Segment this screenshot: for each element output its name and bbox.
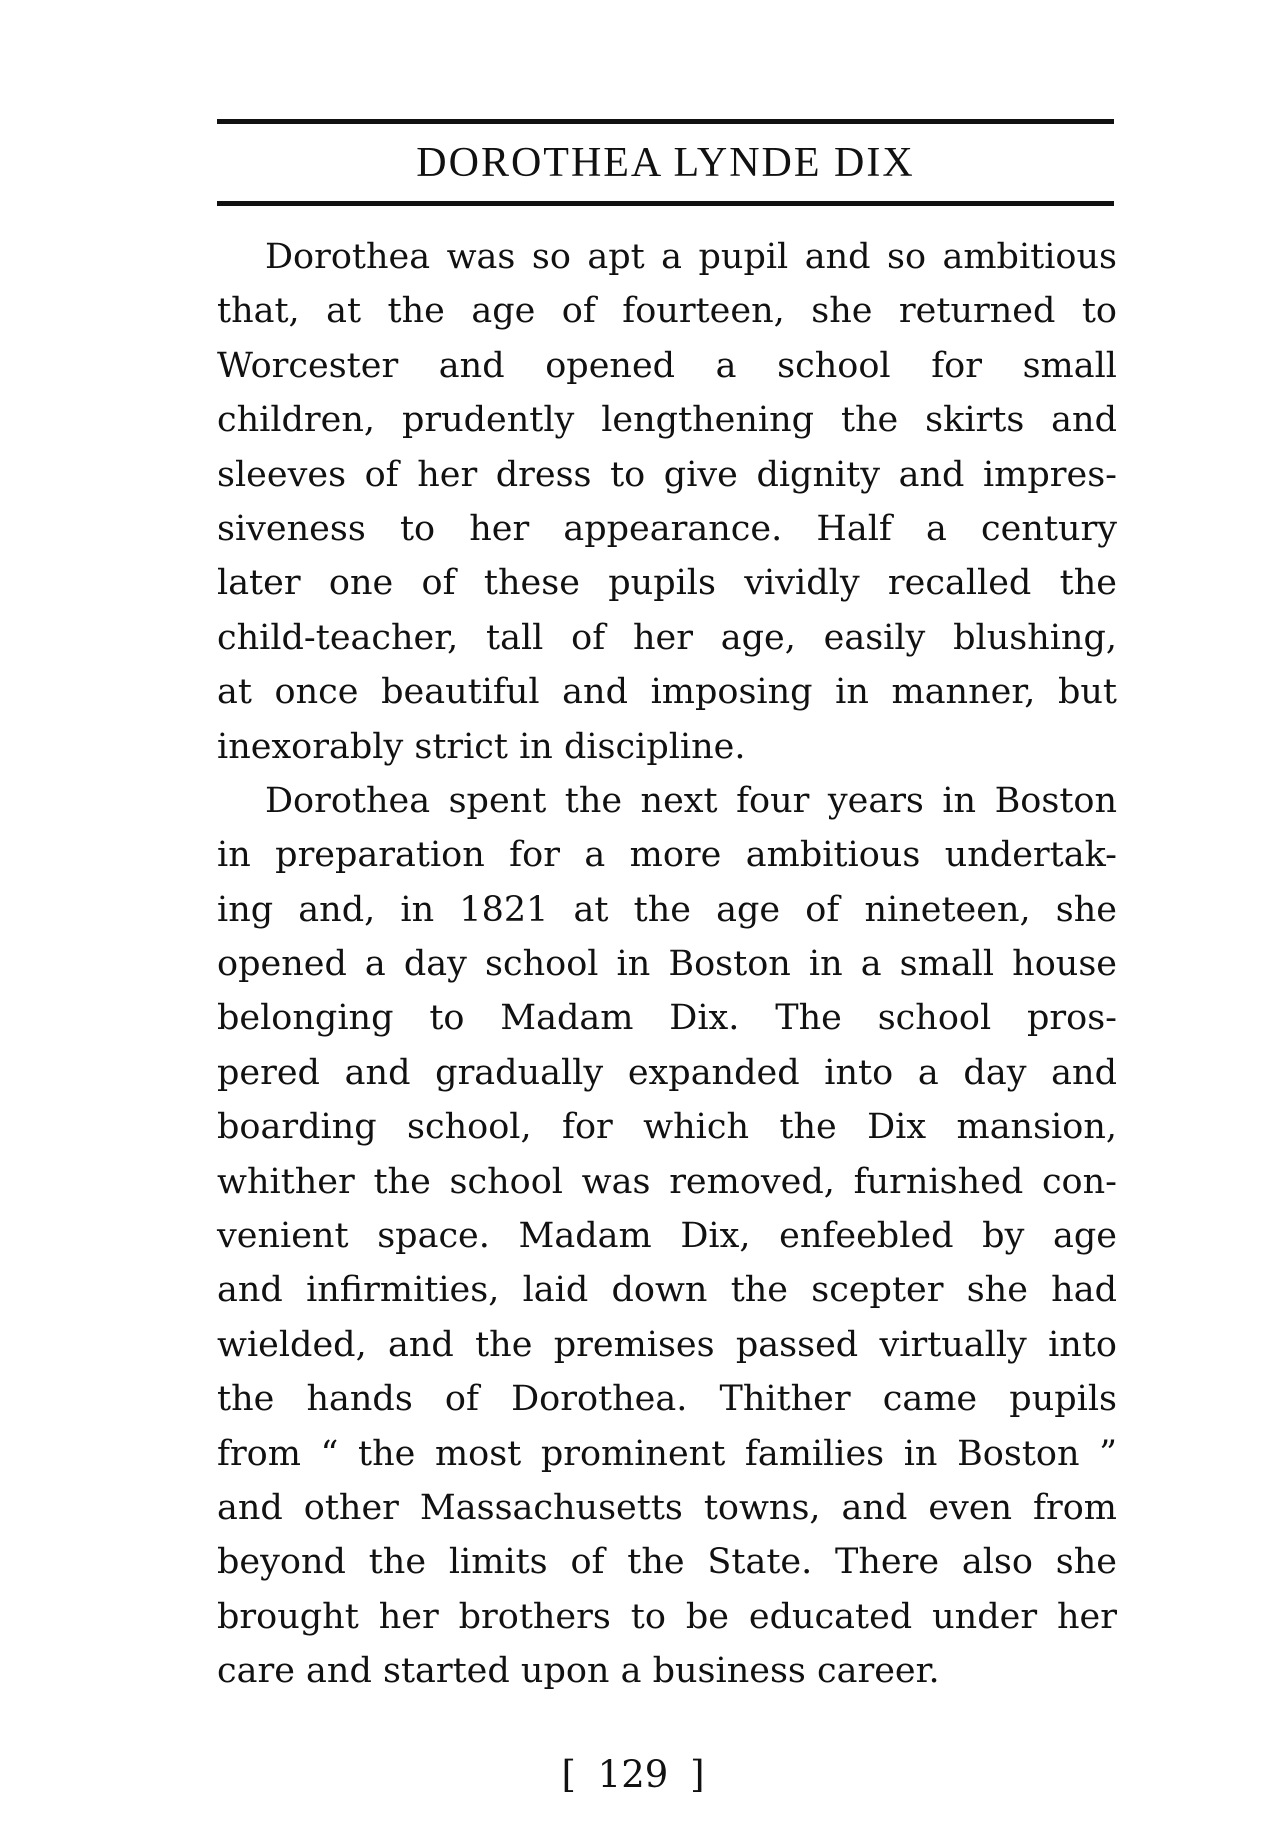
text-line: care and started upon a business career. <box>217 1651 940 1692</box>
paragraph-1 <box>217 230 1117 774</box>
text-line: opened a day school in Boston in a small house <box>217 944 1117 985</box>
text-line: brought her brothers to be educated under her <box>217 1596 1117 1637</box>
text-line: the hands of Dorothea. Thither came pupils <box>217 1379 1117 1420</box>
text-line: and other Massachusetts towns, and even from <box>217 1487 1117 1528</box>
text-line: Worcester and opened a school for small <box>217 345 1117 386</box>
text-line: wielded, and the premises passed virtually into <box>217 1324 1117 1365</box>
header-rule-top <box>217 119 1114 124</box>
header-rule-bottom <box>217 201 1114 206</box>
text-line: sleeves of her dress to give dignity and impres- <box>217 454 1117 495</box>
running-head: DOROTHEA LYNDE DIX <box>416 140 915 186</box>
text-line: that, at the age of fourteen, she returned to <box>217 291 1117 332</box>
paragraph-2 <box>217 774 1117 1699</box>
text-line: at once beautiful and imposing in manner, but <box>217 672 1117 713</box>
text-line: later one of these pupils vividly recalled the <box>217 563 1117 604</box>
body-text <box>217 230 1117 1699</box>
text-line: siveness to her appearance. Half a century <box>217 508 1117 549</box>
page-number: [ 129 ] <box>561 1753 705 1796</box>
text-line: venient space. Madam Dix, enfeebled by age <box>217 1216 1117 1257</box>
text-line: Dorothea was so apt a pupil and so ambitious <box>265 237 1117 277</box>
text-line: boarding school, for which the Dix mansion, <box>217 1107 1117 1148</box>
text-line: and infirmities, laid down the scepter she had <box>217 1270 1117 1311</box>
text-line: ing and, in 1821 at the age of nineteen, she <box>217 889 1117 930</box>
text-line: beyond the limits of the State. There also she <box>217 1542 1117 1583</box>
text-line: from “ the most prominent families in Boston ” <box>217 1433 1117 1474</box>
text-line: pered and gradually expanded into a day and <box>217 1052 1117 1093</box>
text-line: children, prudently lengthening the skirts and <box>217 400 1117 441</box>
text-line: Dorothea spent the next four years in Boston <box>265 780 1117 821</box>
text-line: inexorably strict in discipline. <box>217 726 746 767</box>
text-line: whither the school was removed, furnished con- <box>217 1161 1117 1202</box>
text-line: child-teacher, tall of her age, easily blushing, <box>217 617 1117 658</box>
text-line: in preparation for a more ambitious undertak- <box>217 835 1117 876</box>
text-line: belonging to Madam Dix. The school pros- <box>217 998 1117 1039</box>
